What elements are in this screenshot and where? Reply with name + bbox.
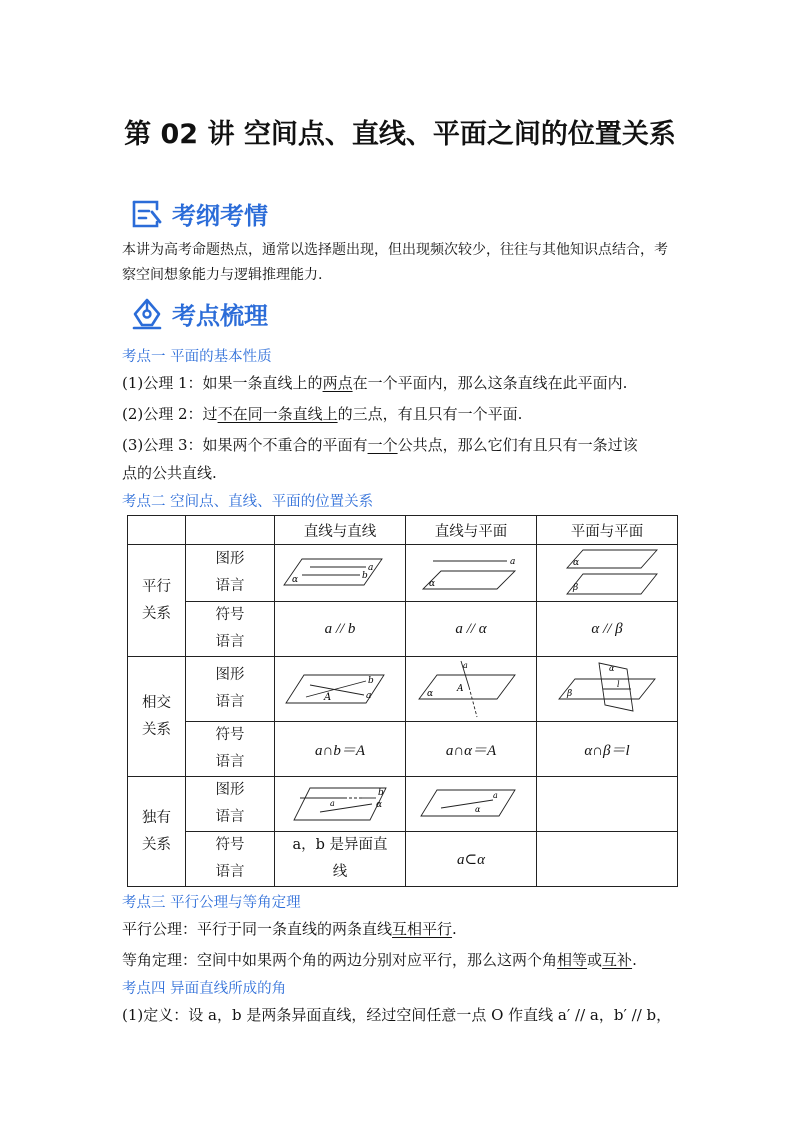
col-header: 直线与直线 bbox=[275, 516, 406, 545]
svg-text:β: β bbox=[573, 583, 579, 593]
figure-line-in-plane bbox=[406, 777, 537, 832]
svg-text:l: l bbox=[617, 680, 620, 689]
row-label: 符号 语言 bbox=[186, 722, 275, 777]
symbol-cell: a // α bbox=[406, 602, 537, 657]
svg-text:a: a bbox=[510, 557, 516, 567]
section-title: 考纲考情 bbox=[172, 202, 268, 230]
figure-line-parallel-plane bbox=[406, 545, 537, 602]
symbol-cell: a∩α＝A bbox=[406, 722, 537, 777]
equal-angle-theorem: 等角定理：空间中如果两个角的两边分别对应平行，那么这两个角相等或互补. bbox=[122, 951, 637, 969]
list-pen-icon bbox=[130, 198, 164, 230]
row-name: 平行 关系 bbox=[128, 545, 186, 657]
row-name: 相交 关系 bbox=[128, 657, 186, 777]
row-label: 图形 语言 bbox=[186, 545, 275, 602]
page-title: 第 02 讲 空间点、直线、平面之间的位置关系 bbox=[124, 119, 676, 150]
skew-angle-definition: (1)定义：设 a，b 是两条异面直线，经过空间任意一点 O 作直线 a′ // a，b′ // b， bbox=[122, 1006, 672, 1024]
relation-table bbox=[127, 515, 678, 887]
section-title: 考点梳理 bbox=[172, 302, 268, 330]
kp1-heading: 考点一 平面的基本性质 bbox=[122, 349, 272, 365]
symbol-cell: a，b 是异面直 线 bbox=[275, 832, 406, 887]
figure-parallel-lines bbox=[275, 545, 406, 602]
svg-text:A: A bbox=[324, 692, 332, 703]
axiom-3-cont: 点的公共直线. bbox=[122, 464, 217, 482]
symbol-cell: α // β bbox=[537, 602, 678, 657]
svg-text:α: α bbox=[292, 575, 299, 585]
svg-text:α: α bbox=[429, 579, 436, 589]
svg-text:b: b bbox=[378, 788, 384, 798]
figure-intersecting-lines bbox=[275, 657, 406, 722]
svg-text:α: α bbox=[427, 689, 434, 699]
svg-text:b: b bbox=[362, 571, 368, 581]
intro-paragraph: 本讲为高考命题热点，通常以选择题出现，但出现频次较少，往往与其他知识点结合，考察空间想象能力与逻辑推理能力. bbox=[122, 242, 668, 283]
kp2-heading: 考点二 空间点、直线、平面的位置关系 bbox=[122, 494, 374, 510]
symbol-cell: α∩β＝l bbox=[537, 722, 678, 777]
svg-text:a: a bbox=[463, 661, 468, 670]
row-label: 图形 语言 bbox=[186, 657, 275, 722]
row-label: 符号 语言 bbox=[186, 602, 275, 657]
parallel-axiom: 平行公理：平行于同一条直线的两条直线互相平行. bbox=[122, 920, 457, 938]
pen-nib-icon bbox=[130, 297, 164, 331]
row-name: 独有 关系 bbox=[128, 777, 186, 887]
symbol-cell: a // b bbox=[275, 602, 406, 657]
axiom-1: (1)公理 1：如果一条直线上的两点在一个平面内，那么这条直线在此平面内. bbox=[122, 374, 628, 392]
figure-line-intersect-plane bbox=[406, 657, 537, 722]
axiom-2: (2)公理 2：过不在同一条直线上的三点，有且只有一个平面. bbox=[122, 405, 523, 423]
svg-text:A: A bbox=[457, 684, 464, 694]
figure-skew-lines bbox=[275, 777, 406, 832]
figure-parallel-planes bbox=[537, 545, 678, 602]
svg-text:α: α bbox=[475, 805, 481, 814]
kp3-heading: 考点三 平行公理与等角定理 bbox=[122, 895, 301, 911]
row-label: 符号 语言 bbox=[186, 832, 275, 887]
figure-intersecting-planes bbox=[537, 657, 678, 722]
svg-text:a: a bbox=[366, 691, 372, 701]
svg-text:a: a bbox=[493, 791, 498, 800]
kp4-heading: 考点四 异面直线所成的角 bbox=[122, 981, 287, 997]
svg-text:α: α bbox=[609, 664, 615, 673]
axiom-3: (3)公理 3：如果两个不重合的平面有一个公共点，那么它们有且只有一条过该 bbox=[122, 436, 638, 454]
section-heading-outline bbox=[130, 196, 268, 231]
symbol-cell: a⊂α bbox=[406, 832, 537, 887]
col-header: 平面与平面 bbox=[537, 516, 678, 545]
svg-text:β: β bbox=[567, 689, 573, 699]
row-label: 图形 语言 bbox=[186, 777, 275, 832]
svg-text:a: a bbox=[330, 799, 335, 808]
symbol-cell: a∩b＝A bbox=[275, 722, 406, 777]
svg-text:α: α bbox=[376, 800, 383, 810]
svg-text:α: α bbox=[573, 558, 580, 568]
svg-text:b: b bbox=[368, 676, 374, 686]
col-header: 直线与平面 bbox=[406, 516, 537, 545]
svg-text:a: a bbox=[368, 563, 374, 573]
section-heading-points bbox=[130, 296, 268, 331]
